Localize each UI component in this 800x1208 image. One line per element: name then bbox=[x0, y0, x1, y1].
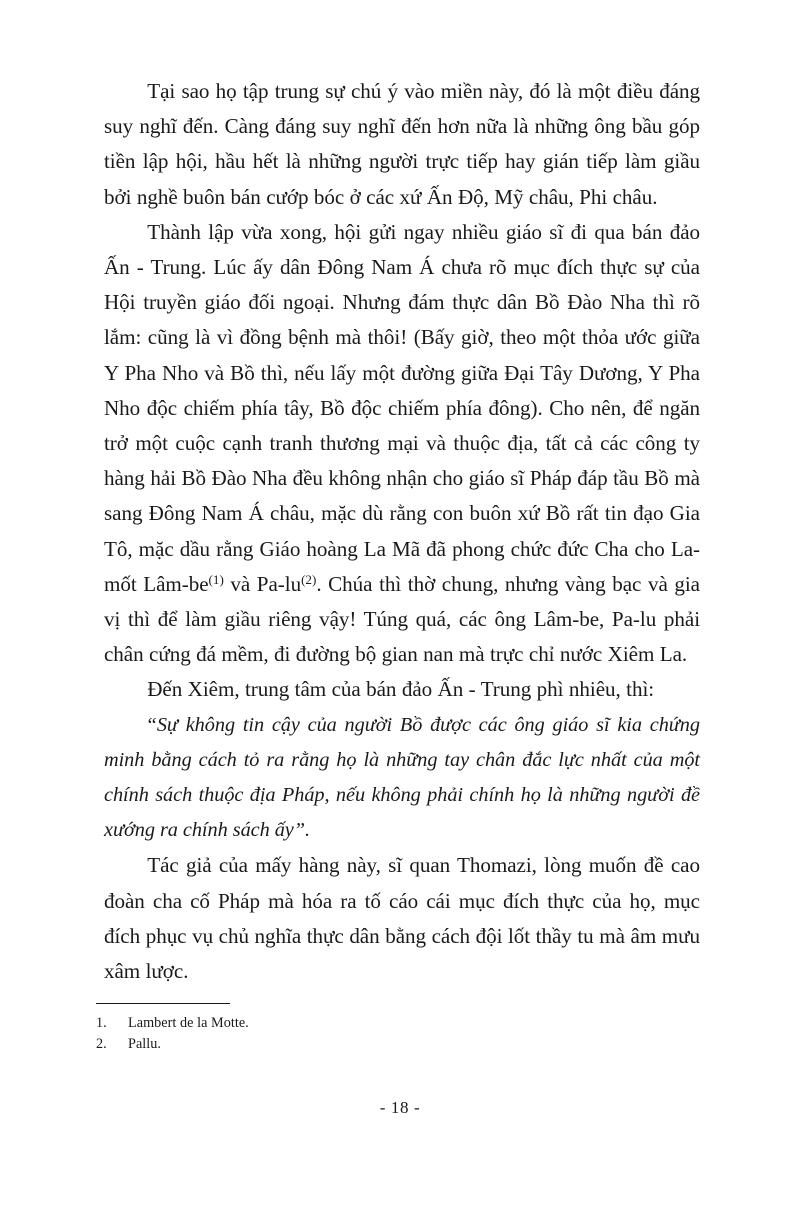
footnote-reference-1[interactable]: (1) bbox=[208, 572, 224, 588]
paragraph-2-text-before-footnote-1: Thành lập vừa xong, hội gửi ngay nhiều giáo sĩ đi qua bán đảo Ấn - Trung. Lúc ấy dân Đông Nam Á chưa rõ mục đích thực sự của Hội truyền giáo đối ngoại. Nhưng đám thực dân Bồ Đào Nha thì rõ lắm: cũng là vì đồng bệnh mà thôi! (Bấy giờ, theo một thỏa ước giữa Y Pha Nho và Bồ thì, nếu lấy một đường giữa Đại Tây Dương, Y Pha Nho độc chiếm phía tây, Bồ độc chiếm phía đông). Cho nên, để ngăn trở một cuộc cạnh tranh thương mại và thuộc địa, tất cả các công ty hàng hải Bồ Đào Nha đều không nhận cho giáo sĩ Pháp đáp tầu Bồ mà sang Đông Nam Á châu, mặc dù rằng con buôn xứ Bồ rất tin đạo Gia Tô, mặc dầu rằng Giáo hoàng La Mã đã phong chức đức Cha cho La-mốt Lâm-be bbox=[104, 219, 700, 596]
paragraph-1: Tại sao họ tập trung sự chú ý vào miền này, đó là một điều đáng suy nghĩ đến. Càng đáng suy nghĩ đến hơn nữa là những ông bầu góp tiền lập hội, hầu hết là những người trực tiếp hay gián tiếp làm giầu bởi nghề buôn bán cướp bóc ở các xứ Ấn Độ, Mỹ châu, Phi châu. bbox=[104, 79, 700, 209]
paragraph-5: Tác giả của mấy hàng này, sĩ quan Thomazi, lòng muốn đề cao đoàn cha cố Pháp mà hóa ra tố cáo cái mục đích thực của họ, mục đích phục vụ chủ nghĩa thực dân bằng cách đội lốt thầy tu mà âm mưu xâm lược. bbox=[104, 853, 700, 984]
paragraph-2-text-between-footnotes: và Pa-lu bbox=[223, 571, 302, 596]
footnote-text-2: Pallu. bbox=[128, 1036, 162, 1052]
footnote-number-2: 2. bbox=[96, 1036, 107, 1052]
footnote-item-1 bbox=[96, 1013, 596, 1034]
paragraph-2-text-after-footnote-2: . Chúa thì thờ chung, nhưng vàng bạc và gia vị thì để làm giầu riêng vậy! Túng quá, các ông Lâm-be, Pa-lu phải chân cứng đá mềm, đi đường bộ gian nan mà trực chỉ nước Xiêm La. bbox=[104, 571, 700, 667]
footnote-separator-rule bbox=[96, 1003, 230, 1004]
paragraph-3: Đến Xiêm, trung tâm của bán đảo Ấn - Trung phì nhiêu, thì: bbox=[147, 677, 655, 702]
footnote-number-1: 1. bbox=[96, 1015, 107, 1031]
footnote-item-2 bbox=[96, 1034, 596, 1055]
footnote-section bbox=[96, 1003, 596, 1055]
footnote-text-1: Lambert de la Motte. bbox=[128, 1015, 249, 1031]
footnote-reference-2[interactable]: (2) bbox=[301, 572, 317, 588]
paragraph-2 bbox=[104, 215, 700, 673]
page-number: - 18 - bbox=[379, 1098, 421, 1117]
block-quote: “Sự không tin cậy của người Bồ được các ông giáo sĩ kia chứng minh bằng cách tỏ ra rằng họ là những tay chân đắc lực nhất của một chính sách thuộc địa Pháp, nếu không phải chính họ là những người đề xướng ra chính sách ấy”. bbox=[104, 713, 700, 842]
text-column bbox=[104, 74, 700, 989]
